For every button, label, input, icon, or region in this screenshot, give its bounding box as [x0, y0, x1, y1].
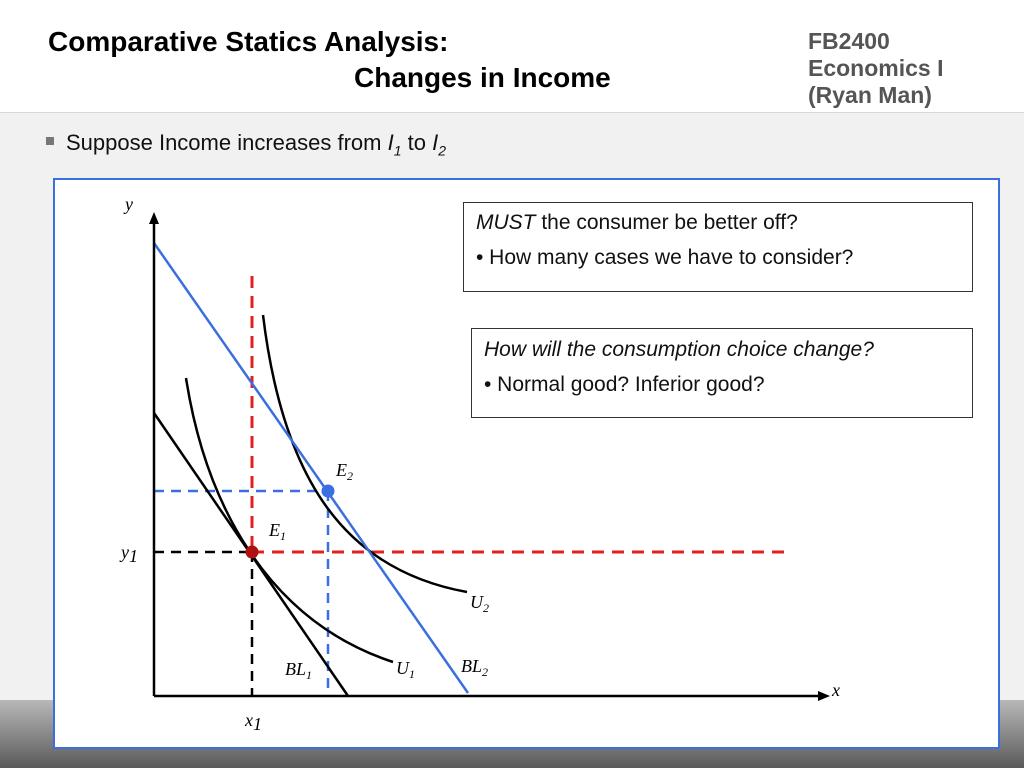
slide-title-line1: Comparative Statics Analysis: [48, 26, 449, 57]
slide-title-line2: Changes in Income [354, 62, 611, 93]
cases-question: • How many cases we have to consider? [476, 246, 854, 269]
u1-label: $U_1$ [396, 658, 415, 681]
course-logo [808, 28, 943, 109]
equilibrium-point-e2 [322, 485, 335, 498]
income-i2: $I_2$ [432, 130, 447, 159]
x-axis-label: x [832, 680, 840, 700]
bullet-to: to [401, 130, 433, 155]
better-off-question: MUST the consumer be better off? [476, 211, 798, 234]
y-axis-label: y [125, 194, 133, 214]
income-i1: $I_1$ [387, 130, 402, 159]
x1-label: x1 [245, 710, 262, 734]
bullet-income-increase [46, 130, 446, 158]
course-name: Economics I [808, 55, 944, 81]
e2-label: $E_2$ [336, 460, 353, 483]
good-type-question: • Normal good? Inferior good? [484, 373, 765, 396]
budget-line-bl2 [154, 243, 468, 693]
equilibrium-point-e1 [246, 546, 259, 559]
indifference-curve-u1 [186, 378, 393, 662]
course-code: FB2400 [808, 28, 890, 54]
u2-label: $U_2$ [470, 592, 489, 615]
question-box-consumption [471, 328, 973, 418]
slide-header [0, 0, 1024, 113]
bl1-label: $BL_1$ [285, 659, 313, 682]
e1-label: $E_1$ [269, 520, 286, 543]
question-box-better-off [463, 202, 973, 292]
bl2-label: $BL_2$ [461, 656, 489, 679]
instructor-name: (Ryan Man) [808, 82, 932, 108]
bullet-prefix: Suppose Income increases from [66, 130, 388, 155]
y-axis-arrow-icon [149, 212, 159, 224]
indifference-curve-u2 [263, 315, 467, 592]
consumption-question: How will the consumption choice change? [484, 338, 874, 361]
bullet-square-icon [46, 137, 54, 145]
y1-label: y1 [121, 542, 138, 566]
diagram-panel [53, 178, 1000, 749]
x-axis-arrow-icon [818, 691, 830, 701]
